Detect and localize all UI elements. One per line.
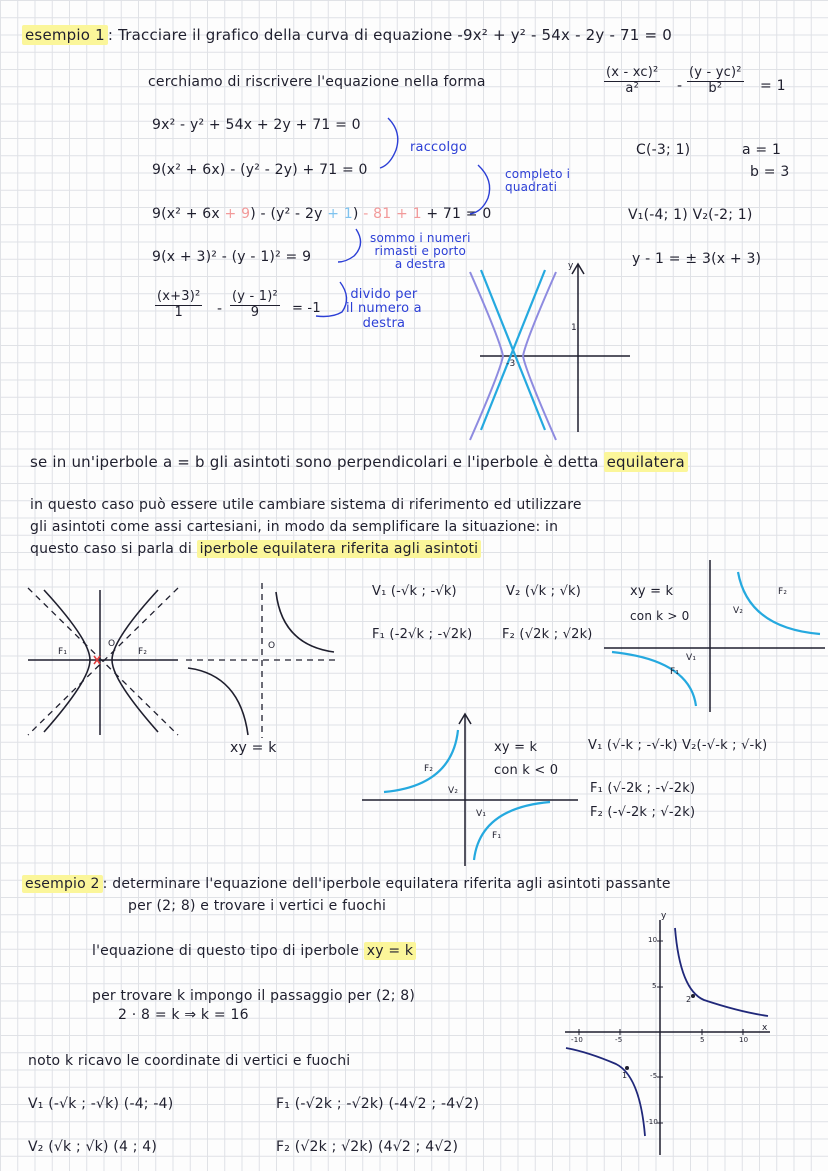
step5-tail: = -1 <box>292 301 321 316</box>
tick-x-0: -10 <box>571 1036 584 1044</box>
minus-sign: - <box>677 78 683 94</box>
pos-lbl-v1: V₁ <box>686 653 697 663</box>
pos-lbl-f1: F₁ <box>670 667 680 677</box>
b-value: b = 3 <box>750 164 790 180</box>
step3-part-a: 9(x² + 6x <box>152 206 220 222</box>
neg-lbl-v2: V₂ <box>448 786 459 796</box>
neg-lbl-f1: F₁ <box>492 831 502 841</box>
note-divido: divido per il numero a destra <box>346 287 422 331</box>
fig-origin: O <box>108 639 116 649</box>
def-highlight: equilatera <box>604 452 688 472</box>
step1: 9x² - y² + 54x + 2y + 71 = 0 <box>152 117 361 133</box>
step3-part-c: ) - (y² - 2y <box>250 206 323 222</box>
neg-vertices: V₁ (√-k ; -√-k) V₂(-√-k ; √-k) <box>588 738 768 753</box>
para3-text: questo caso si parla di <box>30 541 197 557</box>
example2-f1: F₁ (-√2k ; -√2k) (-4√2 ; -4√2) <box>276 1096 480 1112</box>
form-den-left: a² <box>625 80 639 96</box>
neg-lbl-f2: F₂ <box>424 764 434 774</box>
para-line1: in questo caso può essere utile cambiare sistema di riferimento ed utilizzare <box>30 497 582 513</box>
known-k: noto k ricavo le coordinate di vertici e fuochi <box>28 1053 351 1069</box>
center: C(-3; 1) <box>636 142 691 158</box>
graph1-tick-x: -3 <box>506 359 516 369</box>
neg-condition: con k < 0 <box>494 763 559 778</box>
graph1-y-label: y <box>568 261 574 271</box>
tick-y-0: 10 <box>648 936 658 944</box>
example2-prompt-2: per (2; 8) e trovare i vertici e fuochi <box>128 898 387 914</box>
step5-den2: 9 <box>250 304 260 320</box>
tick-x-1: -5 <box>615 1036 623 1044</box>
tick-x-3: 10 <box>739 1036 749 1044</box>
tick-y-2: -5 <box>650 1072 658 1080</box>
fig-origin-2: O <box>268 641 276 651</box>
point-2 <box>625 1066 629 1070</box>
point-2-label: 2 <box>686 995 692 1004</box>
neg-f1: F₁ (√-2k ; -√-2k) <box>590 781 696 796</box>
neg-f2: F₂ (-√-2k ; √-2k) <box>590 805 696 820</box>
pos-f1: F₁ (-2√k ; -√2k) <box>372 627 473 642</box>
vertices: V₁(-4; 1) V₂(-2; 1) <box>628 207 753 223</box>
form-tail: = 1 <box>760 78 786 94</box>
pos-v1: V₁ (-√k ; -√k) <box>372 584 457 599</box>
a-value: a = 1 <box>742 142 782 158</box>
branch-negative <box>566 1048 645 1136</box>
example2-v2: V₂ (√k ; √k) (4 ; 4) <box>28 1139 158 1155</box>
neg-equation: xy = k <box>494 740 538 755</box>
example2-v1: V₁ (-√k ; -√k) (-4; -4) <box>28 1096 174 1112</box>
def-text: se in un'iperbole a = b gli asintoti sono perpendicolari e l'iperbole è detta <box>30 453 604 471</box>
step4: 9(x + 3)² - (y - 1)² = 9 <box>152 249 312 265</box>
para3-highlight: iperbole equilatera riferita agli asintoti <box>197 540 482 558</box>
note-completo: completo i quadrati <box>505 167 571 195</box>
tick-x-2: 5 <box>700 1036 705 1044</box>
tick-y-1: 5 <box>652 982 657 990</box>
fig-caption: xy = k <box>230 740 277 756</box>
note-sommo: sommo i numeri rimasti e porto a destra <box>370 231 471 272</box>
example2-prompt-1: : determinare l'equazione dell'iperbole equilatera riferita agli asintoti passante <box>102 876 671 892</box>
para-line2: gli asintoti come assi cartesiani, in modo da semplificare la situazione: in <box>30 519 559 535</box>
step3-part-g: + 71 = 0 <box>421 206 492 222</box>
graph1-tick-y: 1 <box>571 323 577 333</box>
chart-y-label: y <box>661 911 667 921</box>
pos-equation: xy = k <box>630 584 674 599</box>
step5-den1: 1 <box>174 304 183 320</box>
step2: 9(x² + 6x) - (y² - 2y) + 71 = 0 <box>152 162 368 178</box>
form-num-right: (y - yc)² <box>689 65 742 80</box>
example1-intro: cerchiamo di riscrivere l'equazione nella forma <box>148 74 486 90</box>
form-den-right: b² <box>708 80 723 96</box>
point-1 <box>691 994 695 998</box>
example1-prompt: : Tracciare il grafico della curva di equazione -9x² + y² - 54x - 2y - 71 = 0 <box>107 26 672 44</box>
pos-condition: con k > 0 <box>630 609 690 623</box>
neg-lbl-v1: V₁ <box>476 809 487 819</box>
step3-part-d: + 1 <box>322 206 353 222</box>
pos-f2: F₂ (√2k ; √2k) <box>502 627 593 642</box>
form-num-left: (x - xc)² <box>606 65 659 80</box>
pos-lbl-v2: V₂ <box>733 606 744 616</box>
eq-type-highlight: xy = k <box>364 942 417 960</box>
tick-y-3: -10 <box>646 1118 659 1126</box>
step5-num1: (x+3)² <box>157 289 201 304</box>
example2-heading: esempio 2 <box>22 875 103 893</box>
example1-heading: esempio 1 <box>22 25 108 45</box>
step3-part-b: + 9 <box>219 206 251 222</box>
chart-x-label: x <box>762 1023 768 1033</box>
fig-f1: F₁ <box>58 647 68 657</box>
eq-type-text: l'equazione di questo tipo di iperbole <box>92 943 364 959</box>
calc-k: 2 · 8 = k ⇒ k = 16 <box>118 1007 249 1023</box>
asymptotes: y - 1 = ± 3(x + 3) <box>632 251 762 267</box>
find-k: per trovare k impongo il passaggio per (2; 8) <box>92 988 416 1004</box>
pos-v2: V₂ (√k ; √k) <box>506 584 582 599</box>
step5-minus: - <box>217 301 223 317</box>
point-1-label: 1 <box>622 1071 628 1080</box>
step3-part-e: ) <box>352 206 359 222</box>
pos-lbl-f2: F₂ <box>778 587 788 597</box>
fig-f2: F₂ <box>138 647 148 657</box>
note-raccolgo: raccolgo <box>410 140 467 155</box>
step3-part-f: - 81 + 1 <box>358 206 422 222</box>
step5-num2: (y - 1)² <box>232 289 278 304</box>
example2-f2: F₂ (√2k ; √2k) (4√2 ; 4√2) <box>276 1139 459 1155</box>
